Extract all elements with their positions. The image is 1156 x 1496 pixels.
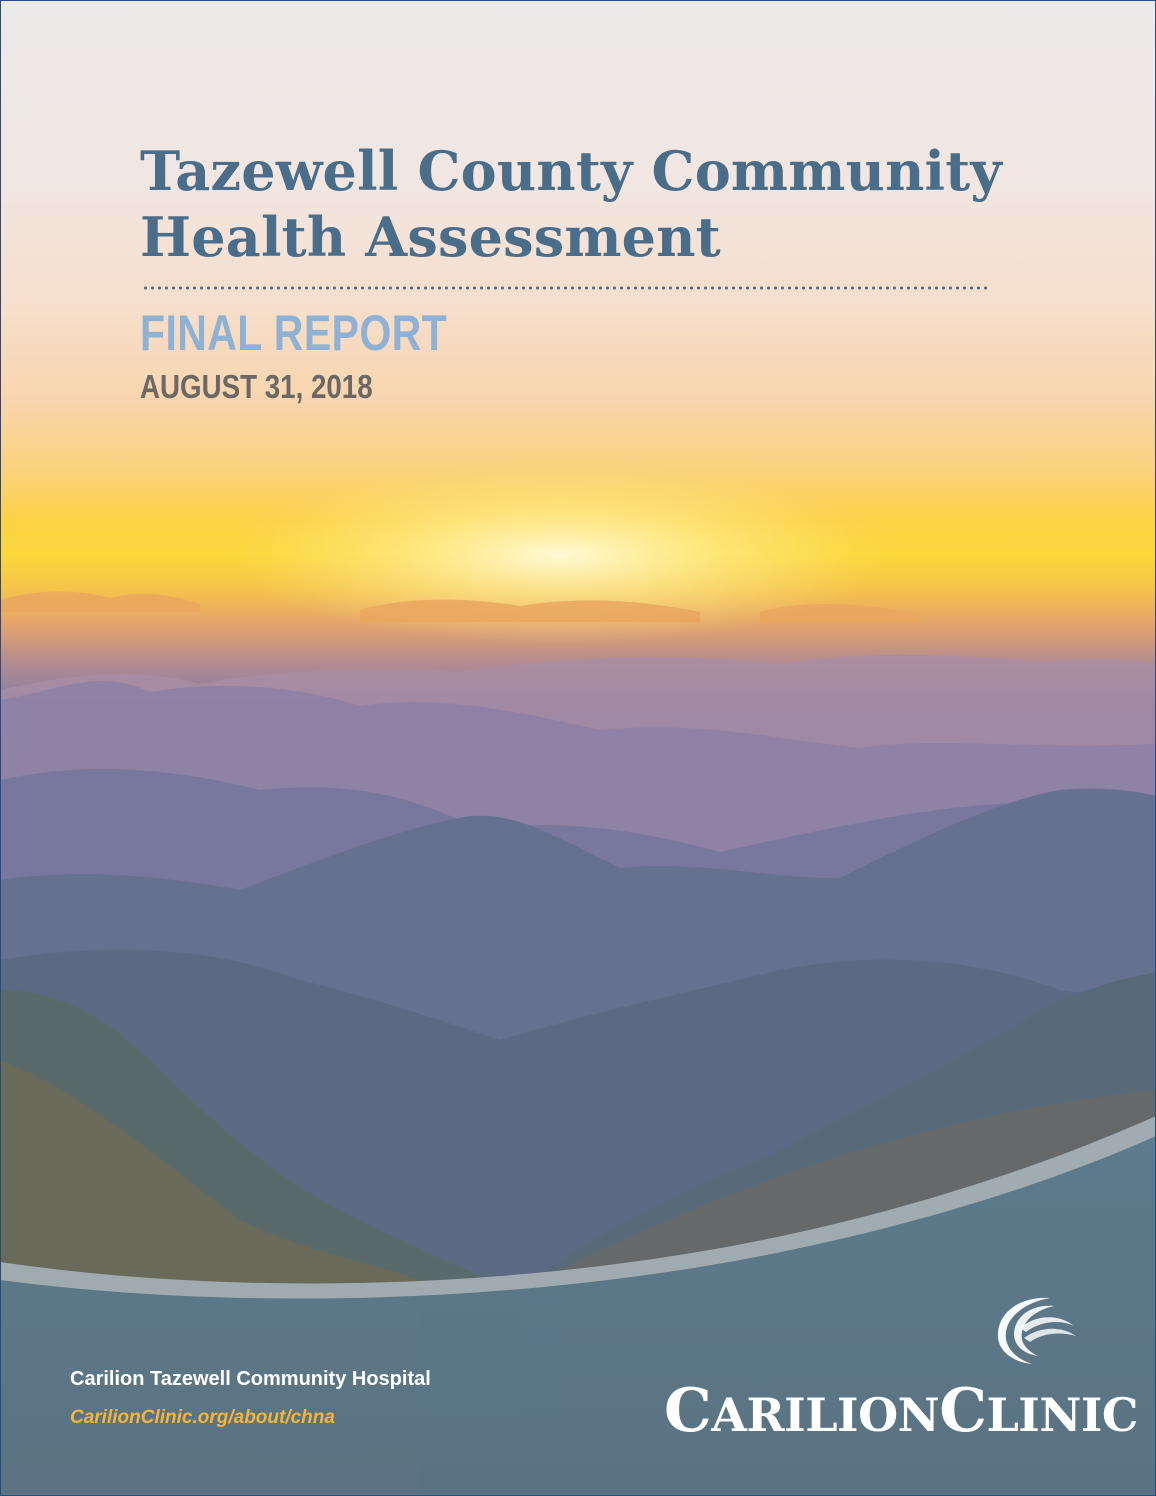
logo-word-2: LINIC [986,1388,1138,1442]
title-line-1: Tazewell County Community [140,139,1002,203]
logo-word-1: ARILION [711,1388,940,1442]
report-subtitle: FINAL REPORT [140,305,448,361]
report-title [140,138,1040,270]
carilion-clinic-logo [664,1376,1138,1446]
hospital-name: Carilion Tazewell Community Hospital [70,1368,431,1390]
report-url[interactable]: CarilionClinic.org/about/chna [70,1407,335,1428]
logo-initial-1: C [664,1376,712,1446]
title-line-2: Health Assessment [140,205,721,269]
dotted-divider [142,286,988,290]
carilion-swoosh-logo-icon [990,1292,1080,1372]
report-date: AUGUST 31, 2018 [140,368,373,405]
logo-initial-2: C [939,1376,987,1446]
